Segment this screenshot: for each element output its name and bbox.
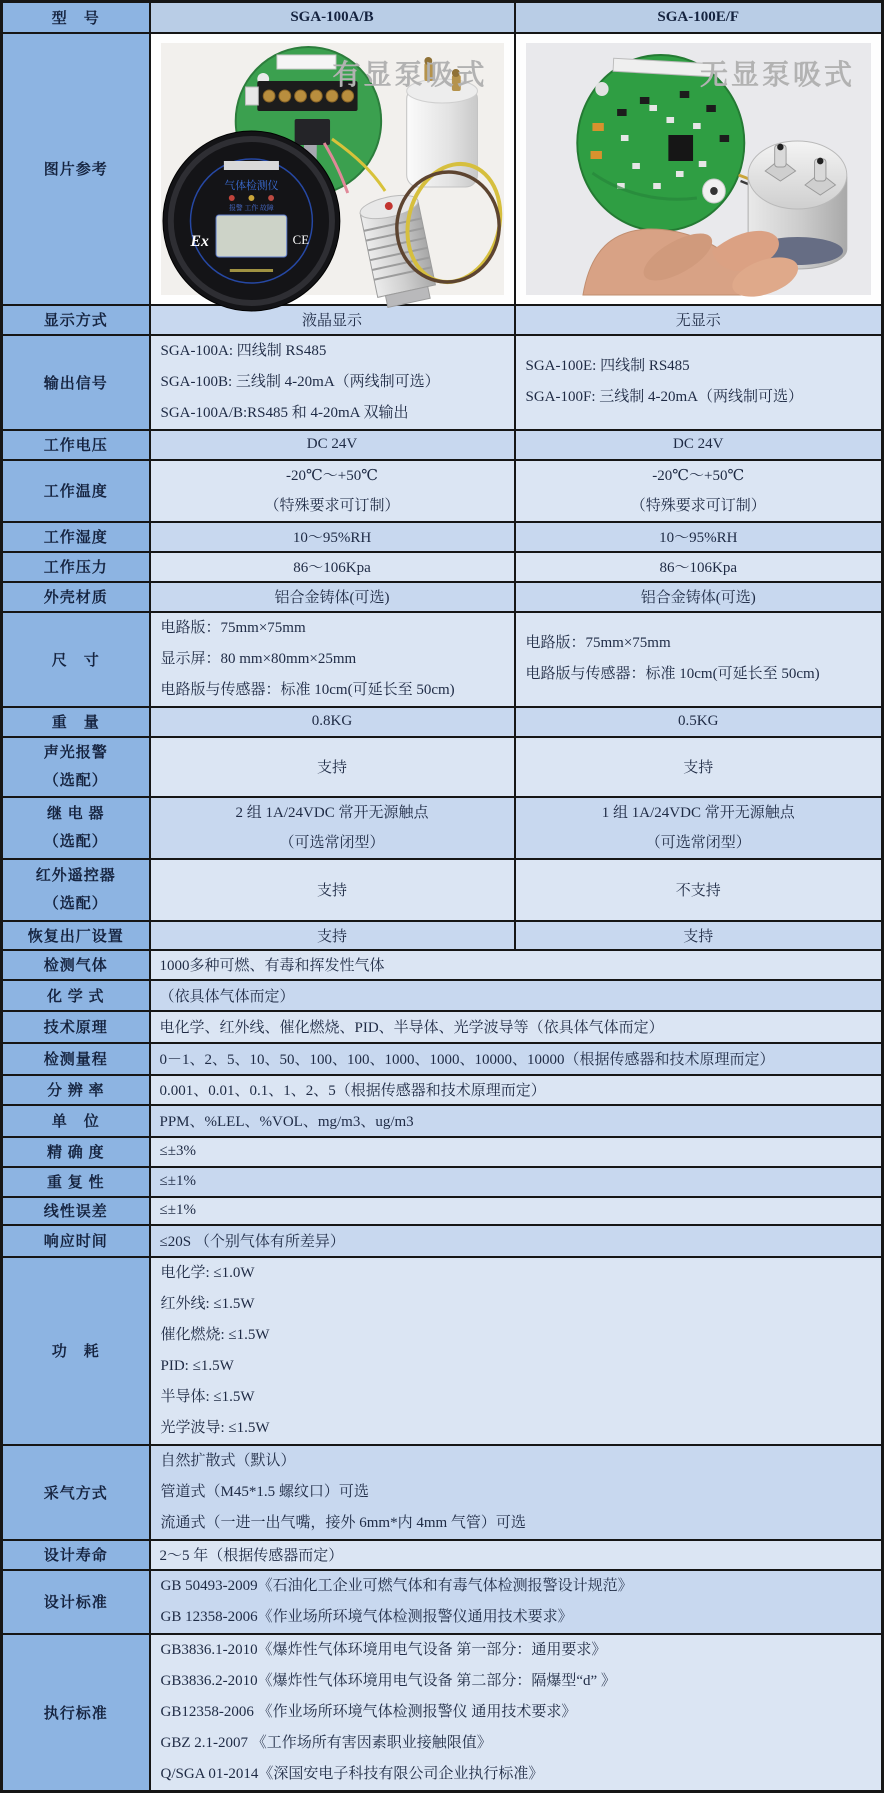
spec-label: 精 确 度 xyxy=(2,1137,150,1167)
spec-label: 工作湿度 xyxy=(2,522,150,552)
spec-value-b: 不支持 xyxy=(515,859,883,921)
spec-label: 检测气体 xyxy=(2,950,150,980)
header-model-label: 型 号 xyxy=(2,2,150,33)
spec-value: ≤±3% xyxy=(150,1137,883,1167)
row-ir-remote xyxy=(2,859,883,921)
spec-value-a: -20℃～+50℃ （特殊要求可订制） xyxy=(150,460,515,522)
spec-value: GB3836.1-2010《爆炸性气体环境用电气设备 第一部分：通用要求》 GB3836.2-2010《爆炸性气体环境用电气设备 第二部分：隔爆型“d” 》 GB12358-2006 《作业场所环境气体检测报警仪 通用技术要求》 GBZ 2.1-2007 《工作场所有害因素职业接触限值》 Q/SGA 01-2014《深国安电子科技有限公司企业执行标准》 xyxy=(150,1634,883,1792)
spec-value-a: SGA-100A: 四线制 RS485 SGA-100B: 三线制 4-20mA（两线制可选） SGA-100A/B:RS485 和 4-20mA 双输出 xyxy=(150,335,515,430)
spec-value-b: 支持 xyxy=(515,737,883,797)
row-response-time xyxy=(2,1225,883,1257)
spec-value-b: 1 组 1A/24VDC 常开无源触点 （可选常闭型） xyxy=(515,797,883,859)
row-power-consumption xyxy=(2,1257,883,1445)
row-audible-alarm xyxy=(2,737,883,797)
header-row xyxy=(2,2,883,33)
sensor-cylinder-ribbed-icon xyxy=(358,190,438,308)
spec-value-b: 10～95%RH xyxy=(515,522,883,552)
spec-value: 2～5 年（根据传感器而定） xyxy=(150,1540,883,1570)
spec-label: 功 耗 xyxy=(2,1257,150,1445)
spec-value-b: 电路版：75mm×75mm 电路版与传感器：标准 10cm(可延长至 50cm) xyxy=(515,612,883,707)
hand-icon xyxy=(582,224,802,304)
row-accuracy xyxy=(2,1137,883,1167)
row-design-standards xyxy=(2,1570,883,1634)
spec-value: 0－1、2、5、10、50、100、100、1000、1000、10000、10000（根据传感器和技术原理而定） xyxy=(150,1043,883,1075)
row-factory-reset xyxy=(2,921,883,950)
spec-value: ≤±1% xyxy=(150,1197,883,1225)
row-display-mode xyxy=(2,305,883,335)
spec-label: 响应时间 xyxy=(2,1225,150,1257)
product-photo-a xyxy=(161,43,504,295)
spec-value-b: -20℃～+50℃ （特殊要求可订制） xyxy=(515,460,883,522)
detector-face-title: 气体检测仪 xyxy=(223,179,278,192)
spec-value: GB 50493-2009《石油化工企业可燃气体和有毒气体检测报警设计规范》 GB 12358-2006《作业场所环境气体检测报警仪通用技术要求》 xyxy=(150,1570,883,1634)
spec-value-a: 86～106Kpa xyxy=(150,552,515,582)
spec-value-a: 液晶显示 xyxy=(150,305,515,335)
spec-label: 恢复出厂设置 xyxy=(2,921,150,950)
spec-label: 分 辨 率 xyxy=(2,1075,150,1105)
spec-value-b: DC 24V xyxy=(515,430,883,460)
spec-label: 红外遥控器 （选配） xyxy=(2,859,150,921)
detector-led-labels: 报警 工作 故障 xyxy=(228,203,274,212)
row-humidity xyxy=(2,522,883,552)
spec-label: 工作温度 xyxy=(2,460,150,522)
spec-value-a: 支持 xyxy=(150,859,515,921)
product-photo-cell-a xyxy=(150,33,515,305)
spec-value: 1000多种可燃、有毒和挥发性气体 xyxy=(150,950,883,980)
row-housing-material xyxy=(2,582,883,612)
spec-label: 工作压力 xyxy=(2,552,150,582)
photo-row-label: 图片参考 xyxy=(2,33,150,305)
row-chemical-formula xyxy=(2,980,883,1011)
row-repeatability xyxy=(2,1167,883,1197)
row-relay xyxy=(2,797,883,859)
row-pressure xyxy=(2,552,883,582)
spec-label: 设计标准 xyxy=(2,1570,150,1634)
header-model-b: SGA-100E/F xyxy=(515,2,883,33)
spec-label: 采气方式 xyxy=(2,1445,150,1540)
spec-value-a: 2 组 1A/24VDC 常开无源触点 （可选常闭型） xyxy=(150,797,515,859)
spec-label: 外壳材质 xyxy=(2,582,150,612)
row-weight xyxy=(2,707,883,737)
spec-value-a: 支持 xyxy=(150,737,515,797)
row-detection-range xyxy=(2,1043,883,1075)
spec-value-b: 无显示 xyxy=(515,305,883,335)
spec-value-b: SGA-100E: 四线制 RS485 SGA-100F: 三线制 4-20mA（两线制可选） xyxy=(515,335,883,430)
spec-value-b: 0.5KG xyxy=(515,707,883,737)
spec-value: PPM、%LEL、%VOL、mg/m3、ug/m3 xyxy=(150,1105,883,1137)
row-dimensions xyxy=(2,612,883,707)
watermark-a: 有显泵吸式 xyxy=(332,58,488,90)
spec-label: 化 学 式 xyxy=(2,980,150,1011)
spec-value-a: 电路版：75mm×75mm 显示屏：80 mm×80mm×25mm 电路版与传感器：标准 10cm(可延长至 50cm) xyxy=(150,612,515,707)
spec-value: （依具体气体而定） xyxy=(150,980,883,1011)
spec-value-b: 铝合金铸体(可选) xyxy=(515,582,883,612)
spec-label: 设计寿命 xyxy=(2,1540,150,1570)
row-temperature xyxy=(2,460,883,522)
row-detected-gases xyxy=(2,950,883,980)
row-output-signal xyxy=(2,335,883,430)
spec-value-a: DC 24V xyxy=(150,430,515,460)
spec-value-a: 支持 xyxy=(150,921,515,950)
photo-row xyxy=(2,33,883,305)
spec-label: 声光报警 （选配） xyxy=(2,737,150,797)
spec-label: 技术原理 xyxy=(2,1011,150,1043)
spec-label: 输出信号 xyxy=(2,335,150,430)
spec-label: 重 复 性 xyxy=(2,1167,150,1197)
detector-ex-mark: Ex xyxy=(189,232,209,250)
spec-label: 检测量程 xyxy=(2,1043,150,1075)
watermark-b: 无显泵吸式 xyxy=(699,58,855,90)
spec-value-b: 支持 xyxy=(515,921,883,950)
product-photo-b xyxy=(526,43,872,295)
spec-label: 尺 寸 xyxy=(2,612,150,707)
spec-label: 工作电压 xyxy=(2,430,150,460)
spec-value-a: 0.8KG xyxy=(150,707,515,737)
row-voltage xyxy=(2,430,883,460)
row-design-life xyxy=(2,1540,883,1570)
spec-value-a: 10～95%RH xyxy=(150,522,515,552)
row-execution-standards xyxy=(2,1634,883,1792)
spec-label: 执行标准 xyxy=(2,1634,150,1792)
spec-label: 继 电 器 （选配） xyxy=(2,797,150,859)
spec-value-a: 铝合金铸体(可选) xyxy=(150,582,515,612)
spec-label: 显示方式 xyxy=(2,305,150,335)
spec-label: 线性误差 xyxy=(2,1197,150,1225)
product-photo-cell-b xyxy=(515,33,883,305)
spec-value: 电化学: ≤1.0W 红外线: ≤1.5W 催化燃烧: ≤1.5W PID: ≤1.5W 半导体: ≤1.5W 光学波导: ≤1.5W xyxy=(150,1257,883,1445)
row-sampling-method xyxy=(2,1445,883,1540)
spec-value-b: 86～106Kpa xyxy=(515,552,883,582)
spec-label: 单 位 xyxy=(2,1105,150,1137)
spec-value: ≤±1% xyxy=(150,1167,883,1197)
header-model-a: SGA-100A/B xyxy=(150,2,515,33)
row-resolution xyxy=(2,1075,883,1105)
detector-ce-mark: CE xyxy=(292,232,309,247)
spec-label: 重 量 xyxy=(2,707,150,737)
spec-value: ≤20S （个别气体有所差异） xyxy=(150,1225,883,1257)
row-technical-principle xyxy=(2,1011,883,1043)
spec-value: 自然扩散式（默认） 管道式（M45*1.5 螺纹口）可选 流通式（一进一出气嘴，接外 6mm*内 4mm 气管）可选 xyxy=(150,1445,883,1540)
row-linearity-error xyxy=(2,1197,883,1225)
detector-head-icon xyxy=(162,131,339,311)
row-units xyxy=(2,1105,883,1137)
spec-value: 0.001、0.01、0.1、1、2、5（根据传感器和技术原理而定） xyxy=(150,1075,883,1105)
spec-value: 电化学、红外线、催化燃烧、PID、半导体、光学波导等（依具体气体而定） xyxy=(150,1011,883,1043)
